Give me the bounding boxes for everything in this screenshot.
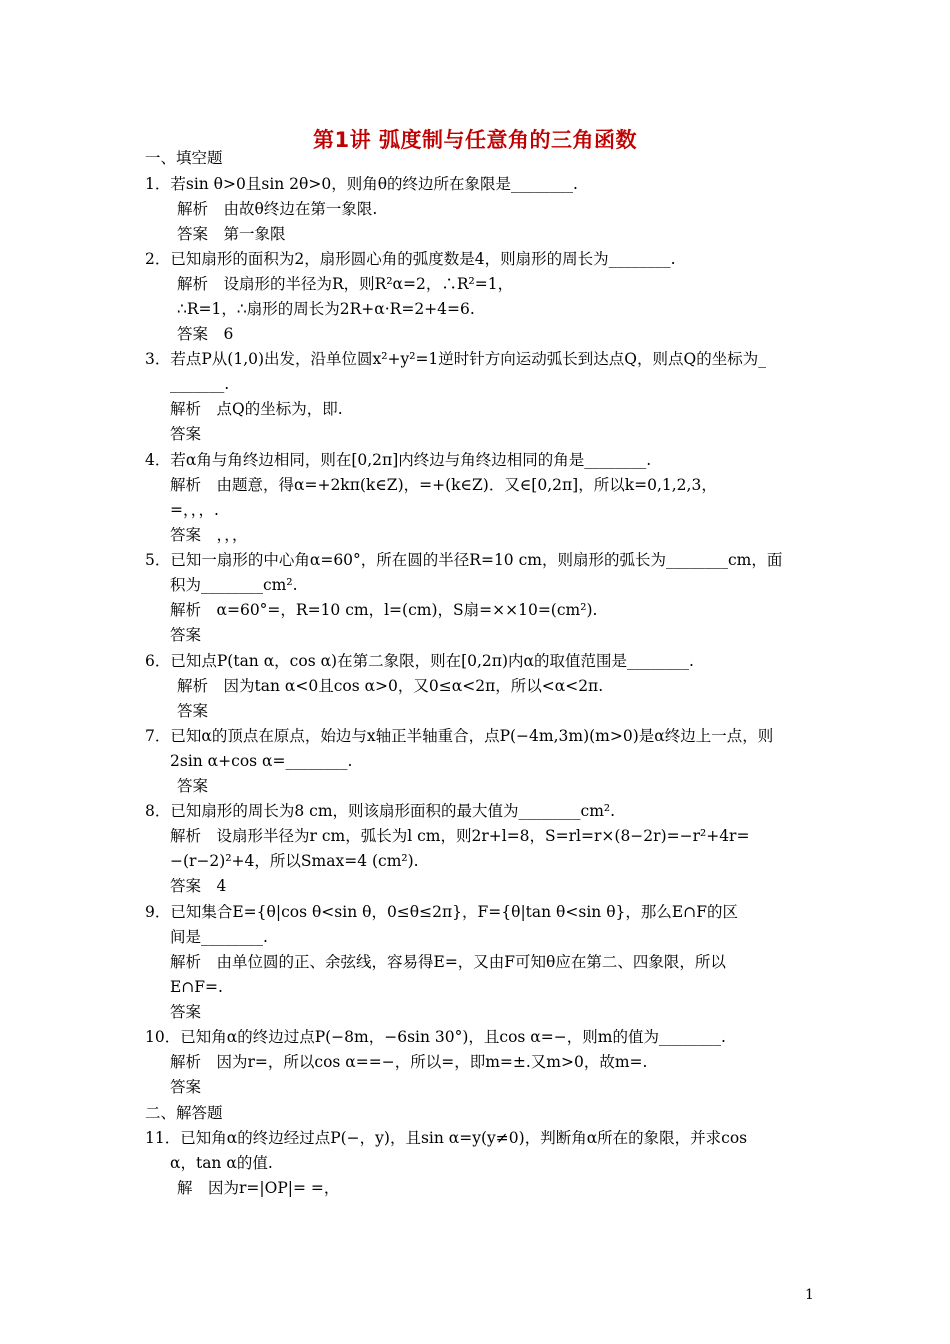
text-line: 答案 <box>170 626 202 644</box>
text-line: ∴R=1，∴扇形的周长为2R+α·R=2+4=6. <box>177 300 475 318</box>
text-line: 1．若sin θ>0且sin 2θ>0，则角θ的终边所在象限是________. <box>145 175 578 193</box>
text-line: 11．已知角α的终边经过点P(−，y)，且sin α=y(y≠0)，判断角α所在的象限，并求cos <box>145 1129 748 1147</box>
text-line: 解析 由单位圆的正、余弦线，容易得E=，又由F可知θ应在第二、四象限，所以 <box>170 953 726 971</box>
text-line: 答案 <box>177 777 209 795</box>
text-line: 4．若α角与角终边相同，则在[0,2π]内终边与角终边相同的角是________. <box>145 451 652 469</box>
text-line: 解析 由故θ终边在第一象限. <box>177 200 378 218</box>
text-line: 解析 由题意，得α=+2kπ(k∈Z)，=+(k∈Z)．又∈[0,2π]，所以k=0,1,2,3， <box>170 476 717 494</box>
text-line: 二、解答题 <box>145 1104 223 1122</box>
text-line: _______. <box>170 375 230 393</box>
text-line: 3．若点P从(1,0)出发，沿单位圆x²+y²=1逆时针方向运动弧长到达点Q，则点Q的坐标为_ <box>145 350 766 368</box>
text-line: 答案 4 <box>170 877 227 895</box>
text-line: 9．已知集合E={θ|cos θ<sin θ，0≤θ≤2π}，F={θ|tan θ<sin θ}，那么E∩F的区 <box>145 903 738 921</box>
text-line: 答案 <box>170 1078 202 1096</box>
text-line: 答案 ，，， <box>170 526 248 544</box>
text-line: 答案 6 <box>177 325 234 343</box>
text-line: α，tan α的值. <box>170 1154 273 1172</box>
text-line: 一、填空题 <box>145 149 223 167</box>
text-line: 5．已知一扇形的中心角α=60°，所在圆的半径R=10 cm，则扇形的弧长为________cm，面 <box>145 551 783 569</box>
text-line: 7．已知α的顶点在原点，始边与x轴正半轴重合，点P(−4m,3m)(m>0)是α终边上一点，则 <box>145 727 774 745</box>
text-line: 解析 因为tan α<0且cos α>0，又0≤α<2π，所以<α<2π. <box>177 677 604 695</box>
text-line: 答案 第一象限 <box>177 225 286 243</box>
text-line: −(r−2)²+4，所以Smax=4 (cm²). <box>170 852 419 870</box>
text-line: 2sin α+cos α=________. <box>170 752 353 770</box>
text-line: 答案 <box>177 702 209 720</box>
text-line: 积为________cm². <box>170 576 298 594</box>
text-line: 间是________. <box>170 928 268 946</box>
page-number: 1 <box>805 1287 814 1303</box>
text-line: =，，，. <box>170 501 219 519</box>
text-line: 答案 <box>170 425 202 443</box>
text-line: 解析 设扇形的半径为R，则R²α=2，∴R²=1， <box>177 275 514 293</box>
document-title: 第1讲 弧度制与任意角的三角函数 <box>313 128 637 152</box>
text-line: 8．已知扇形的周长为8 cm，则该扇形面积的最大值为________cm². <box>145 802 616 820</box>
text-line: 2．已知扇形的面积为2，扇形圆心角的弧度数是4，则扇形的周长为________. <box>145 250 676 268</box>
text-line: 6．已知点P(tan α，cos α)在第二象限，则在[0,2π)内α的取值范围是________. <box>145 652 694 670</box>
text-line: 答案 <box>170 1003 202 1021</box>
text-line: E∩F=. <box>170 978 223 996</box>
text-line: 解析 α=60°=，R=10 cm，l=(cm)，S扇=××10=(cm²). <box>170 601 598 619</box>
text-line: 10．已知角α的终边过点P(−8m，−6sin 30°)，且cos α=−，则m的值为________. <box>145 1028 726 1046</box>
text-line: 解析 点Q的坐标为，即. <box>170 400 343 418</box>
text-line: 解析 设扇形半径为r cm，弧长为l cm，则2r+l=8，S=rl=r×(8−2r)=−r²+4r= <box>170 827 750 845</box>
text-line: 解 因为r=|OP|= =， <box>177 1179 340 1197</box>
text-line: 解析 因为r=，所以cos α==−，所以=，即m=±.又m>0，故m=. <box>170 1053 648 1071</box>
